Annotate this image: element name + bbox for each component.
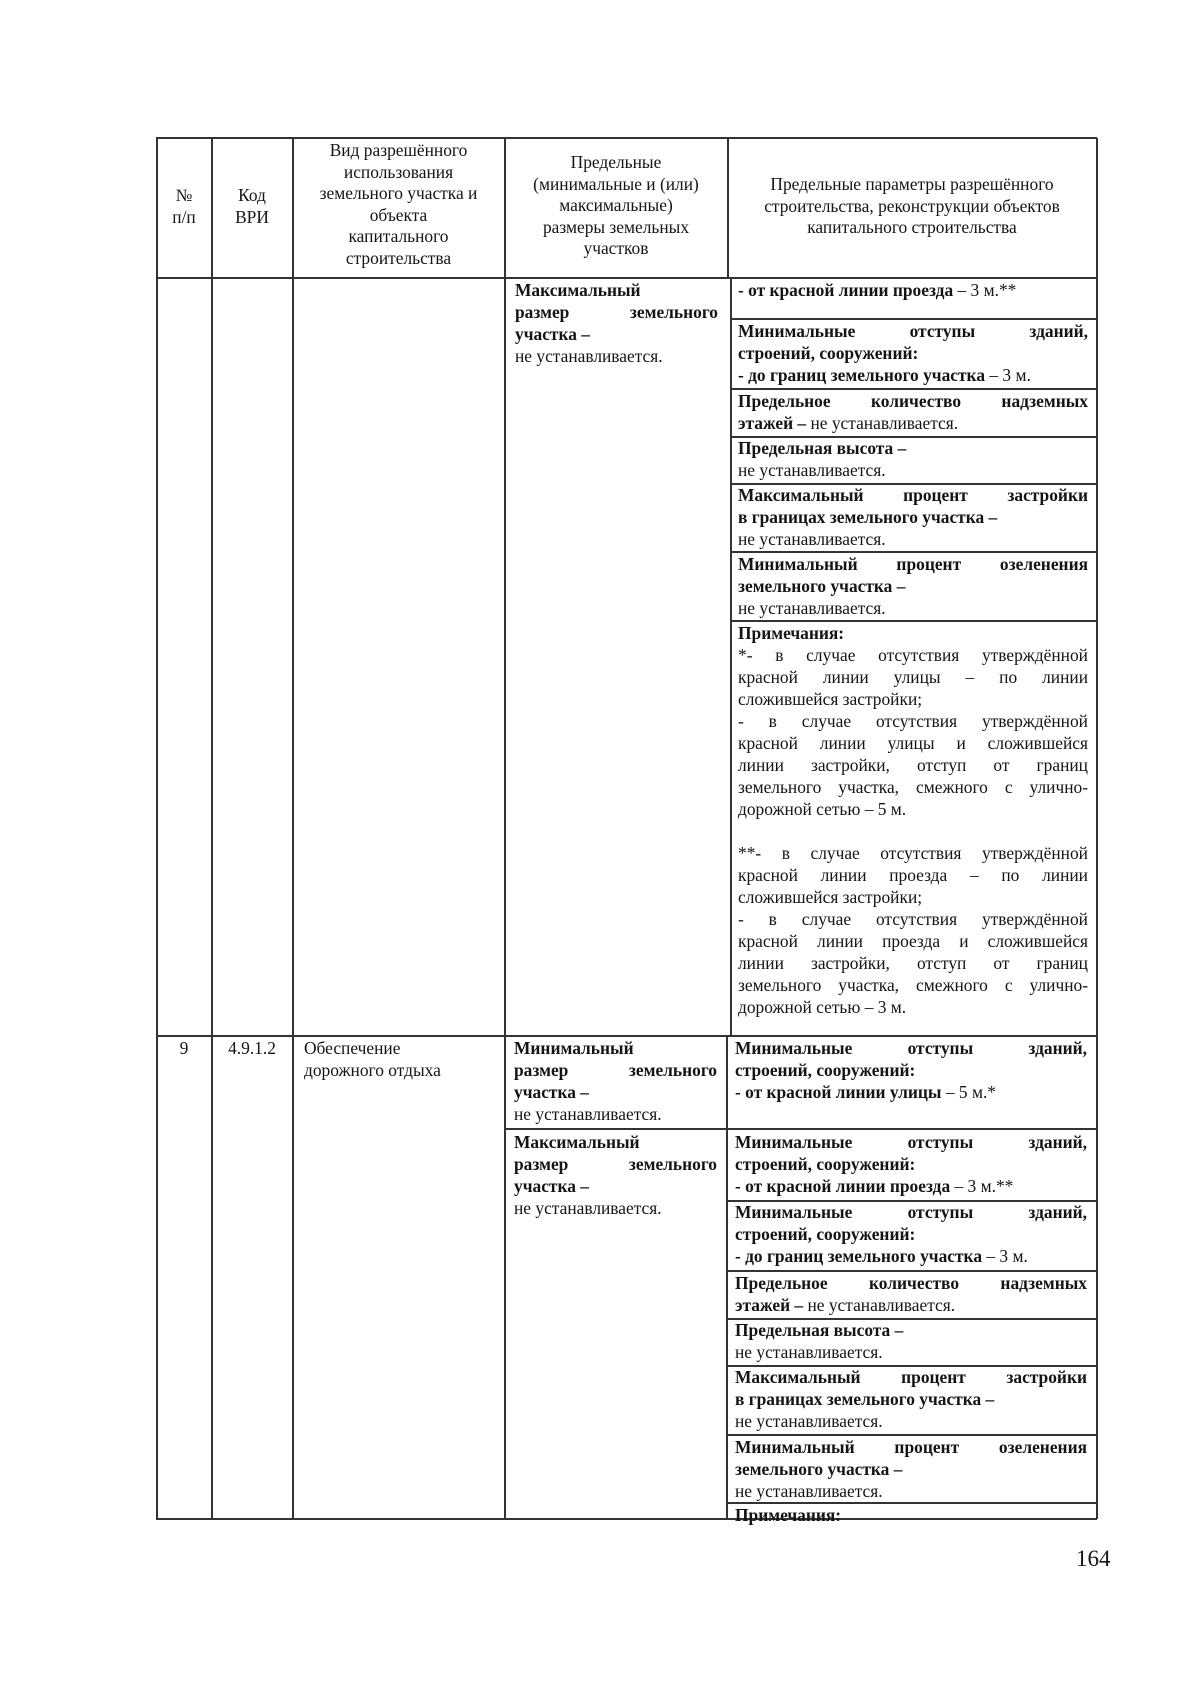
header-code: Код ВРИ xyxy=(235,185,269,227)
setback-passage-cell: Минимальные отступы зданий, строений, сооружений: - от красной линии проезда – 3 м.** xyxy=(735,1132,1087,1196)
column-divider xyxy=(730,278,732,1036)
table-border-top xyxy=(156,137,1097,139)
column-divider xyxy=(292,138,294,1519)
min-plot-size-cell: Минимальный размер земельного участка – не устанавливается. xyxy=(514,1038,717,1124)
row-code: 4.9.1.2 xyxy=(228,1038,276,1058)
notes-title: Примечания: xyxy=(738,623,845,643)
setback-red-line-passage: - от красной линии проезда – 3 м.** xyxy=(738,280,1017,300)
header-use-type: Вид разрешённого использования земельного участка и объекта капитального строительства xyxy=(319,140,478,268)
table-border-left xyxy=(156,138,158,1519)
cell-divider xyxy=(504,1128,1096,1130)
column-divider xyxy=(726,1036,728,1519)
notes-title: Примечания: xyxy=(735,1505,842,1525)
header-plot-sizes: Предельные (минимальные и (или) максимальные) размеры земельных участков xyxy=(533,152,699,259)
notes-cell xyxy=(735,1504,1087,1526)
greening-cell: Минимальный процент озеленения земельного участка – не устанавливается. xyxy=(735,1437,1087,1501)
max-plot-size-cell: Максимальный размер земельного участка – не устанавливается. xyxy=(515,280,718,366)
setback-street-cell: Минимальные отступы зданий, строений, сооружений: - от красной линии улицы – 5 м.* xyxy=(735,1038,1087,1102)
header-number: № п/п xyxy=(172,185,196,227)
setback-boundaries-cell: Минимальные отступы зданий, строений, сооружений: - до границ земельного участка – 3 м. xyxy=(735,1202,1087,1266)
height-limit-cell: Предельная высота – не устанавливается. xyxy=(735,1320,904,1362)
column-divider xyxy=(211,138,213,1519)
setback-boundaries-cell: Минимальные отступы зданий, строений, сооружений: - до границ земельного участка – 3 м. xyxy=(738,321,1088,385)
row-use-type: Обеспечение дорожного отдыха xyxy=(304,1038,441,1080)
notes-cell: Примечания: *- в случае отсутствия утверждённой красной линии улицы – по линии сложившейся застройки; - в случае отсутствия утверждённой красной линии улицы и сложившейся линии застройки, отступ от границ земельного участка, смежного с улично- дорожной сетью – 5 м. **- в случае отсутствия утверждённой красной линии проезда – по линии сложившейся застройки; - в случае отсутствия утверждённой красной линии проезда и сложившейся линии застройки, отступ от границ земельного участка, смежного с улично- дорожной сетью – 3 м. xyxy=(738,623,1088,1017)
table-border-right xyxy=(1096,138,1098,1519)
max-plot-size-cell: Максимальный размер земельного участка – не устанавливается. xyxy=(514,1132,717,1218)
header-construction-params: Предельные параметры разрешённого строительства, реконструкции объектов капитального строительства xyxy=(764,174,1060,238)
greening-cell: Минимальный процент озеленения земельного участка – не устанавливается. xyxy=(738,554,1088,618)
floors-limit-cell: Предельное количество надземных этажей – не устанавливается. xyxy=(738,391,1088,433)
coverage-cell: Максимальный процент застройки в границах земельного участка – не устанавливается. xyxy=(738,485,1088,549)
height-limit-cell: Предельная высота – не устанавливается. xyxy=(738,438,907,480)
coverage-cell: Максимальный процент застройки в границах земельного участка – не устанавливается. xyxy=(735,1367,1087,1431)
row-number: 9 xyxy=(179,1038,189,1058)
column-divider xyxy=(504,138,506,1519)
page-number: 164 xyxy=(1076,1546,1111,1571)
floors-limit-cell: Предельное количество надземных этажей – не устанавливается. xyxy=(735,1273,1087,1315)
